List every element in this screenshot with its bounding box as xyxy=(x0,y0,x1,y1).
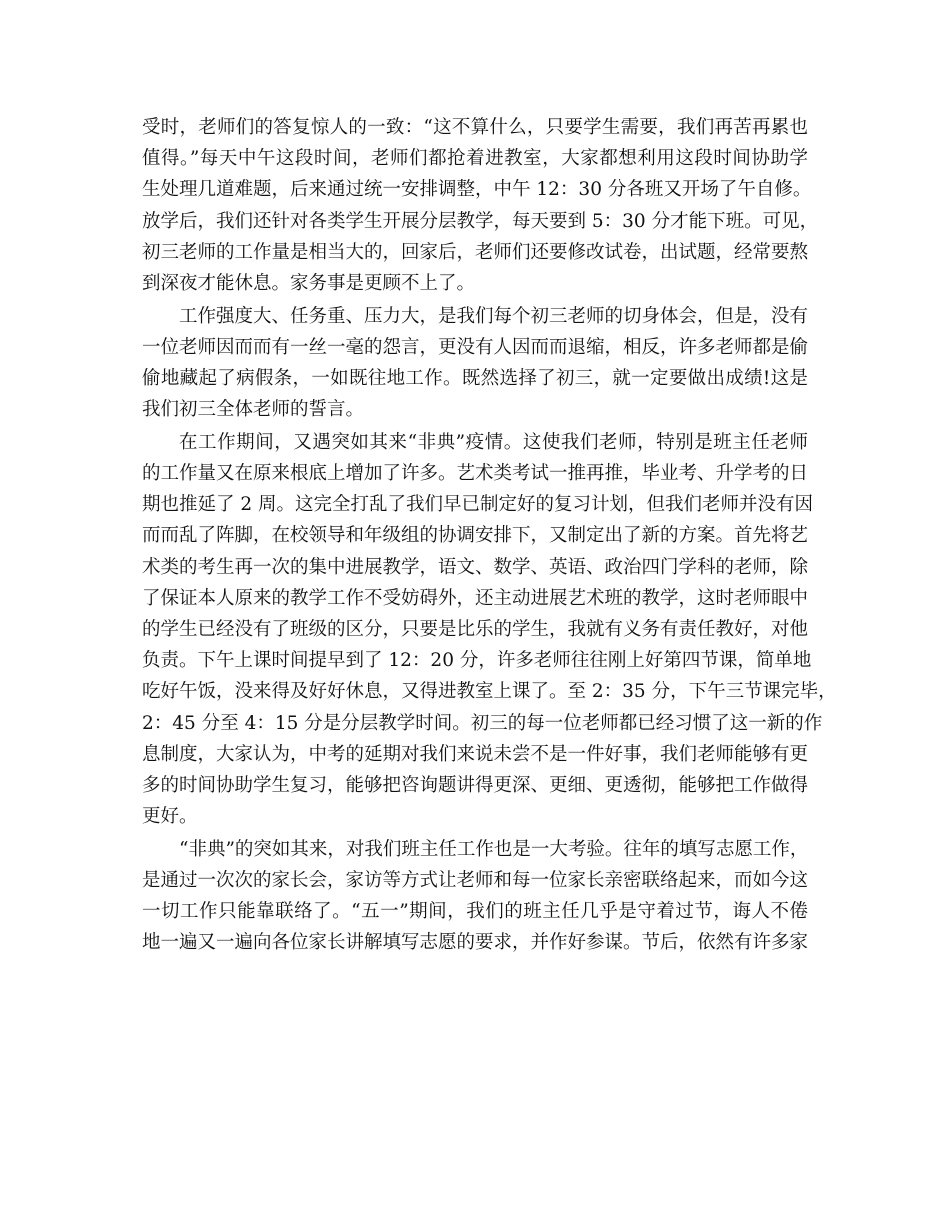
text-line: 偷地藏起了病假条，一如既往地工作。既然选择了初三，就一定要做出成绩!这是 xyxy=(142,368,808,389)
text-line: 而而乱了阵脚，在校领导和年级组的协调安排下，又制定出了新的方案。首先将艺 xyxy=(142,525,809,547)
text-line: 到深夜才能休息。家务事是更顾不上了。 xyxy=(142,272,476,294)
text-line: 值得。”每天中午这段时间，老师们都抢着进教室，大家都想利用这段时间协助学 xyxy=(142,148,808,170)
text-line: 2：45 分至 4：15 分是分层教学时间。初三的每一位老师都已经习惯了这一新的作 xyxy=(142,712,823,734)
text-line: 生处理几道难题，后来通过统一安排调整，中午 12：30 分各班又开场了午自修。 xyxy=(142,179,812,201)
paragraph-2 xyxy=(142,301,808,426)
text-line: 期也推延了 2 周。这完全打乱了我们早已制定好的复习计划，但我们老师并没有因 xyxy=(142,494,814,516)
text-line: 在工作期间，又遇突如其来“非典”疫情。这使我们老师，特别是班主任老师 xyxy=(179,431,808,453)
text-line: 是通过一次次的家长会，家访等方式让老师和每一位家长亲密联络起来，而如今这 xyxy=(142,870,809,891)
text-line: 放学后，我们还针对各类学生开展分层教学，每天要到 5：30 分才能下班。可见， xyxy=(142,210,819,232)
text-line: 初三老师的工作量是相当大的，回家后，老师们还要修改试卷，出试题，经常要熬 xyxy=(142,241,809,263)
text-line: 负责。下午上课时间提早到了 12：20 分，许多老师往往刚上好第四节课，简单地 xyxy=(142,650,812,672)
paragraph-4 xyxy=(142,834,808,959)
text-line: 术类的考生再一次的集中进展教学，语文、数学、英语、政治四门学科的老师，除 xyxy=(142,556,809,578)
paragraph-3 xyxy=(142,427,837,832)
text-line: 受时，老师们的答复惊人的一致：“这不算什么，只要学生需要，我们再苦再累也 xyxy=(142,117,808,138)
text-line: “非典”的突如其来，对我们班主任工作也是一大考验。往年的填写志愿工作， xyxy=(179,838,809,860)
text-line: 多的时间协助学生复习，能够把咨询题讲得更深、更细、更透彻，能够把工作做得 xyxy=(142,774,809,796)
text-line: 了保证本人原来的教学工作不受妨碍外，还主动进展艺术班的教学，这时老师眼中 xyxy=(142,587,809,609)
text-line: 我们初三全体老师的誓言。 xyxy=(142,399,365,421)
text-line: 更好。 xyxy=(142,806,198,828)
text-line: 的学生已经没有了班级的区分，只要是比乐的学生，我就有义务有责任教好，对他 xyxy=(142,619,809,640)
text-line: 息制度，大家认为，中考的延期对我们来说未尝不是一件好事，我们老师能够有更 xyxy=(142,743,809,765)
document-body xyxy=(142,112,837,960)
text-line: 吃好午饭，没来得及好好休息，又得进教室上课了。至 2：35 分，下午三节课完毕， xyxy=(142,681,837,703)
paragraph-1 xyxy=(142,112,819,299)
text-line: 工作强度大、任务重、压力大，是我们每个初三老师的切身体会，但是，没有 xyxy=(179,305,809,327)
text-line: 的工作量又在原来根底上增加了许多。艺术类考试一推再推，毕业考、升学考的日 xyxy=(142,463,809,485)
text-line: 地一遍又一遍向各位家长讲解填写志愿的要求，并作好参谋。节后，依然有许多家 xyxy=(142,932,809,954)
text-line: 一切工作只能靠联络了。“五一”期间，我们的班主任几乎是守着过节，诲人不倦 xyxy=(142,901,808,923)
text-line: 一位老师因而而有一丝一毫的怨言，更没有人因而而退缩，相反，许多老师都是偷 xyxy=(142,336,809,358)
